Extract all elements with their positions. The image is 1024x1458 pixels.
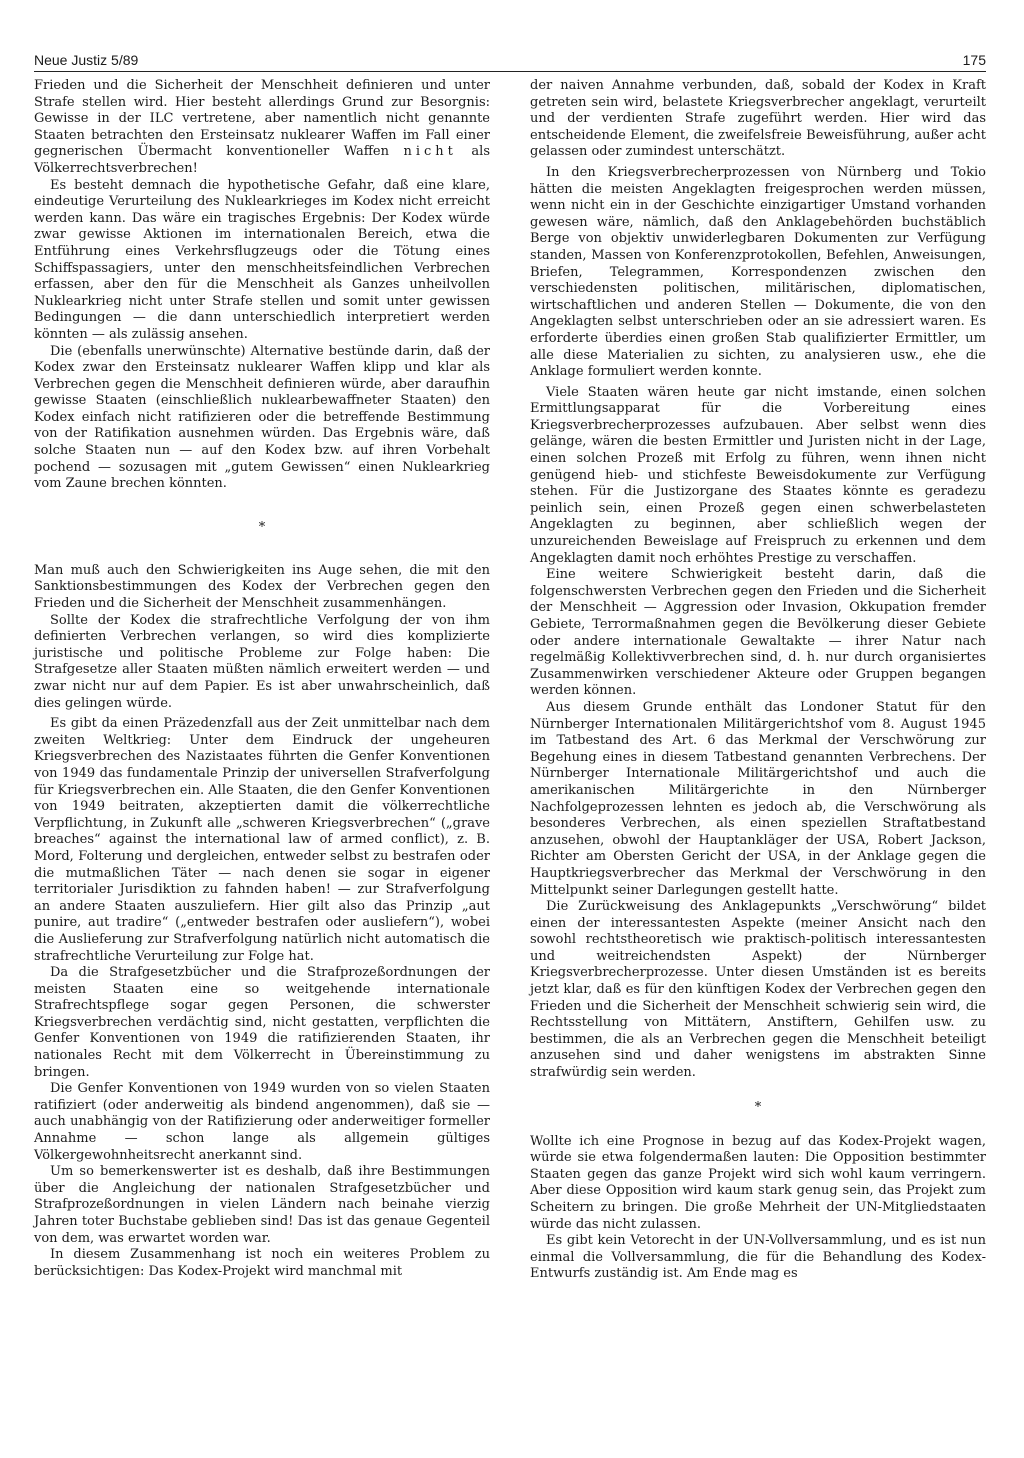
left-column	[34, 78, 490, 1283]
paragraph: Es besteht demnach die hypothetische Gefahr, daß eine klare, eindeutige Verurteilung des Nuklearkrieges im Kodex nicht erreicht werden kann. Das wäre ein tragisches Ergebnis: Der Kodex würde zwar gewisse Aktionen im internationalen Bereich, etwa die Entführung eines Verkehrsflugzeugs oder die Tötung eines Schiffspassagiers, unter den menschheitsfeindlichen Verbrechen erfassen, aber den für die Menschheit als Ganzes unheilvollen Nuklearkrieg nicht unter Strafe stellen und somit unter gewissen Bedingungen — die dann unterschiedlich interpretiert werden könnten — als zulässig ansehen.	[34, 177, 490, 342]
paragraph: Frieden und die Sicherheit der Menschheit definieren und unter Strafe stellen wird. Hier besteht allerdings Grund zur Besorgnis: Gewisse in der ILC vertretene, aber namentlich nicht genannte Staaten betrachten den Ersteinsatz nuklearer Waffen im Fall einer gegnerischen Übermacht konventioneller Waffen nicht als Völkerrechtsverbrechen!	[34, 78, 490, 176]
paragraph: Viele Staaten wären heute gar nicht imstande, einen solchen Ermittlungsapparat für die Vorbereitung eines Kriegsverbrecherprozesses aufzubauen. Aber selbst wenn dies gelänge, wären die besten Ermittler und Juristen nicht in der Lage, einen solchen Prozeß mit Erfolg zu führen, wenn ihnen nicht genügend hieb- und stichfeste Beweisdokumente zur Verfügung stehen. Für die Justizorgane des Staates könnte es geradezu peinlich sein, einen Prozeß gegen einen schwerbelasteten Angeklagten zu beginnen, aber schließlich wegen der unzureichenden Beweislage auf Freispruch zu erkennen und dem Angeklagten damit noch erhöhtes Prestige zu verschaffen.	[530, 384, 986, 566]
right-column	[530, 78, 986, 1283]
page-number: 175	[962, 52, 986, 68]
paragraph: Um so bemerkenswerter ist es deshalb, daß ihre Bestimmungen über die Angleichung der nationalen Strafgesetzbücher und Strafprozeßordnungen in vielen Ländern nach beinahe vierzig Jahren toter Buchstabe geblieben sind! Das ist das genaue Gegenteil von dem, was erwartet worden war.	[34, 1164, 490, 1246]
paragraph: Aus diesem Grunde enthält das Londoner Statut für den Nürnberger Internationalen Militärgerichtshof vom 8. August 1945 im Tatbestand des Art. 6 das Merkmal der Verschwörung zur Begehung eines in diesem Tatbestand genannten Verbrechens. Der Nürnberger Internationale Militärgerichtshof und auch die amerikanischen Militärgerichte in den Nürnberger Nachfolgeprozessen lehnten es jedoch ab, die Verschwörung als besonderes Verbrechen, als einen speziellen Straftatbestand anzusehen, obwohl der Hauptankläger der USA, Robert Jackson, Richter am Obersten Gericht der USA, in der Anklage gegen die Hauptkriegsverbrecher das Merkmal der Verschwörung in den Mittelpunkt seiner Darlegungen gestellt hatte.	[530, 699, 986, 898]
paragraph: In den Kriegsverbrecherprozessen von Nürnberg und Tokio hätten die meisten Angeklagten freigesprochen werden müssen, wenn nicht ein in der Geschichte einzigartiger Umstand vorhanden gewesen wäre, nämlich, daß den Anklagebehörden buchstäblich Berge von objektiv unwiderlegbaren Dokumenten zur Verfügung standen, Massen von Konferenzprotokollen, Befehlen, Anweisungen, Briefen, Telegrammen, Korrespondenzen zwischen den verschiedensten politischen, militärischen, diplomatischen, wirtschaftlichen und anderen Stellen — Dokumente, die von den Angeklagten selbst unterschrieben oder an sie adressiert waren. Es erforderte überdies einen großen Stab qualifizierter Ermittler, um alle diese Materialien zu sichten, zu analysieren usw., ehe die Anklage formuliert werden konnte.	[530, 164, 986, 380]
emphasis: nicht	[403, 144, 457, 160]
paragraph: Es gibt da einen Präzedenzfall aus der Zeit unmittelbar nach dem zweiten Weltkrieg: Unter dem Eindruck der ungeheuren Kriegsverbrechen des Nazistaates führten die Genfer Konventionen von 1949 das fundamentale Prinzip der universellen Strafverfolgung für Kriegsverbrechen ein. Alle Staaten, die den Genfer Konventionen von 1949 beitraten, akzeptierten damit die völkerrechtliche Verpflichtung, in Zukunft alle „schweren Kriegsverbrechen“ („grave breaches“ against the international law of armed conflict), z. B. Mord, Folterung und dergleichen, entweder selbst zu bestrafen oder die mutmaßlichen Täter — nach denen sie sogar in eigener territorialer Jurisdiktion zu fahnden haben! — zur Strafverfolgung an andere Staaten auszuliefern. Hier gilt also das Prinzip „aut punire, aut tradire“ („entweder bestrafen oder ausliefern“), wobei die Auslieferung zur Strafverfolgung natürlich nicht automatisch die strafrechtliche Verurteilung zur Folge hat.	[34, 716, 490, 964]
paragraph: der naiven Annahme verbunden, daß, sobald der Kodex in Kraft getreten sein wird, belastete Kriegsverbrecher angeklagt, verurteilt und der verdienten Strafe zugeführt werden. Hier wird das entscheidende Element, die zweifelsfreie Beweisführung, außer acht gelassen oder zumindest unterschätzt.	[530, 78, 986, 160]
paragraph: In diesem Zusammenhang ist noch ein weiteres Problem zu berücksichtigen: Das Kodex-Projekt wird manchmal mit	[34, 1247, 490, 1279]
text-columns	[34, 78, 986, 1283]
paragraph: Die (ebenfalls unerwünschte) Alternative bestünde darin, daß der Kodex zwar den Ersteinsatz nuklearer Waffen klipp und klar als Verbrechen gegen die Menschheit definieren würde, aber daraufhin gewisse Staaten (einschließlich nuklearbewaffneter Staaten) den Kodex einfach nicht ratifizieren oder die betreffende Bestimmung von der Ratifikation ausnehmen würden. Das Ergebnis wäre, daß solche Staaten nun — auf den Kodex bzw. auf ihren Vorbehalt pochend — sozusagen mit „gutem Gewissen“ einen Nuklearkrieg vom Zaune brechen könnten.	[34, 343, 490, 492]
running-header	[34, 52, 986, 72]
journal-issue: Neue Justiz 5/89	[34, 52, 139, 68]
paragraph: Sollte der Kodex die strafrechtliche Verfolgung der von ihm definierten Verbrechen verlangen, so wird dies komplizierte juristische und politische Probleme zur Folge haben: Die Strafgesetze aller Staaten müßten nämlich erweitert werden — und zwar nicht nur auf dem Papier. Es ist aber unwahrscheinlich, daß dies gelingen würde.	[34, 612, 490, 711]
section-separator: *	[258, 519, 266, 535]
paragraph: Eine weitere Schwierigkeit besteht darin, daß die folgenschwersten Verbrechen gegen den Frieden und die Sicherheit der Menschheit — Aggression oder Invasion, Okkupation fremder Gebiete, Terrormaßnahmen gegen die Bevölkerung dieser Gebiete oder andere internationale Gewaltakte — ihrer Natur nach regelmäßig Kollektivverbrechen sind, d. h. nur durch organisiertes Zusammenwirken verschiedener Akteure oder Gruppen begangen werden können.	[530, 567, 986, 699]
paragraph: Man muß auch den Schwierigkeiten ins Auge sehen, die mit den Sanktionsbestimmungen des Kodex der Verbrechen gegen den Frieden und die Sicherheit der Menschheit zusammenhängen.	[34, 562, 490, 612]
section-separator: *	[754, 1099, 762, 1115]
paragraph: Die Zurückweisung des Anklagepunkts „Verschwörung“ bildet einen der interessantesten Aspekte (meiner Ansicht nach den sowohl rechtstheoretisch wie praktisch-politisch interessantesten und weitreichendsten Aspekt) der Nürnberger Kriegsverbrecherprozesse. Unter diesen Umständen ist es bereits jetzt klar, daß es für den künftigen Kodex der Verbrechen gegen den Frieden und die Sicherheit der Menschheit schwierig sein wird, die Rechtsstellung von Mittätern, Anstiftern, Gehilfen usw. zu bestimmen, die als an Verbrechen gegen die Menschheit beteiligt anzusehen sind und daher wenigstens im abstrakten Sinne strafwürdig sein werden.	[530, 899, 986, 1081]
paragraph: Die Genfer Konventionen von 1949 wurden von so vielen Staaten ratifiziert (oder anderweitig als bindend angenommen), daß sie — auch unabhängig von der Ratifizierung oder anderweitiger formeller Annahme — schon lange als allgemein gültiges Völkergewohnheitsrecht anerkannt sind.	[34, 1081, 490, 1163]
paragraph: Wollte ich eine Prognose in bezug auf das Kodex-Projekt wagen, würde sie etwa folgendermaßen lauten: Die Opposition bestimmter Staaten gegen das ganze Projekt wird sich wohl kaum verringern. Aber diese Opposition wird kaum stark genug sein, das Projekt zum Scheitern zu bringen. Die große Mehrheit der UN-Mitgliedstaaten würde das nicht zulassen.	[530, 1133, 986, 1232]
paragraph: Es gibt kein Vetorecht in der UN-Vollversammlung, und es ist nun einmal die Vollversammlung, die für die Behandlung des Kodex-Entwurfs zuständig ist. Am Ende mag es	[530, 1233, 986, 1282]
paragraph: Da die Strafgesetzbücher und die Strafprozeßordnungen der meisten Staaten eine so weitgehende internationale Strafrechtspflege sogar gegen Personen, die schwerster Kriegsverbrechen verdächtig sind, nicht gestatten, verpflichten die Genfer Konventionen von 1949 die ratifizierenden Staaten, ihr nationales Recht mit dem Völkerrecht in Übereinstimmung zu bringen.	[34, 965, 490, 1080]
